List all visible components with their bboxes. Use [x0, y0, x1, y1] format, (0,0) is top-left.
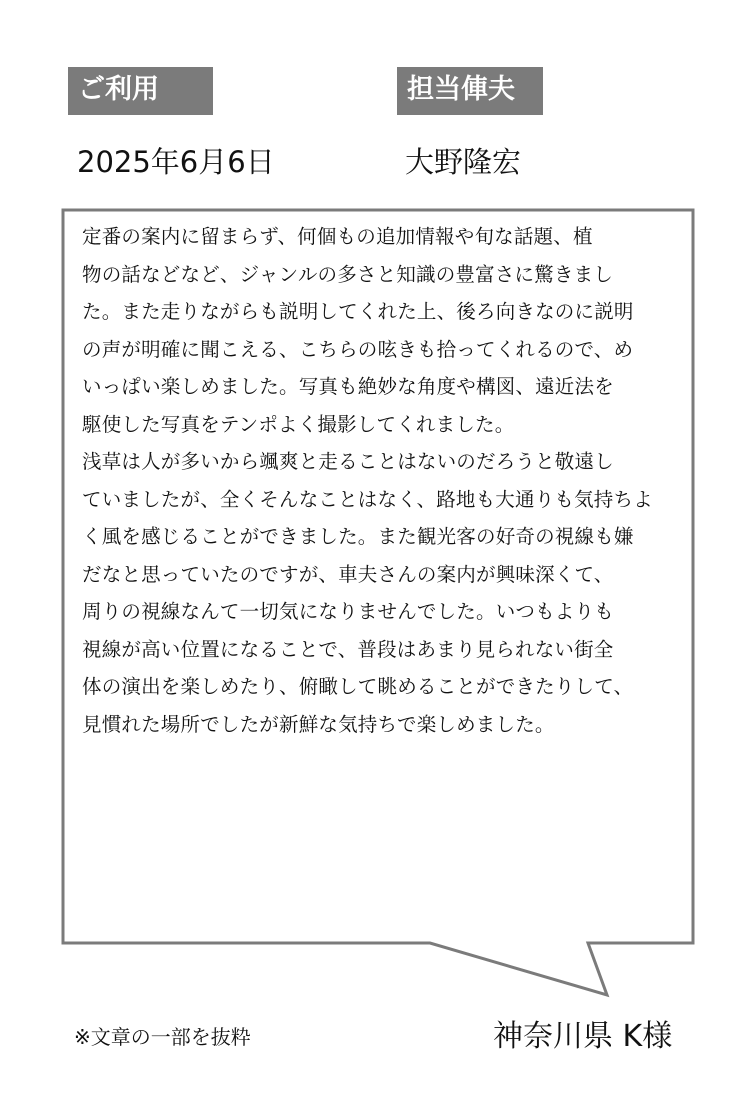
review-line: 視線が高い位置になることで、普段はあまり見られない街全 [82, 637, 614, 661]
excerpt-note: ※文章の一部を抜粋 [74, 1025, 251, 1049]
review-text [82, 218, 682, 743]
review-line: 周りの視線なんて一切気になりませんでした。いつもよりも [82, 600, 614, 623]
review-line: く風を感じることができました。また観光客の好奇の視線も嫌 [82, 525, 634, 548]
review-line: だなと思っていたのですが、車夫さんの案内が興味深くて、 [82, 562, 614, 586]
review-line: た。また走りながらも説明してくれた上、後ろ向きなのに説明 [82, 300, 634, 323]
review-line: 駆使した写真をテンポよく撮影してくれました。 [82, 412, 515, 436]
review-line: の声が明確に聞こえる、こちらの呟きも拾ってくれるので、め [82, 337, 634, 361]
driver-label-text: 担当俥夫 [407, 74, 515, 105]
review-line: いっぱい楽しめました。写真も絶妙な角度や構図、遠近法を [82, 375, 614, 398]
review-line: 体の演出を楽しめたり、俯瞰して眺めることができたりして、 [82, 675, 634, 698]
review-line: 物の話などなど、ジャンルの多さと知識の豊富さに驚きまし [82, 262, 614, 286]
customer-attribution: 神奈川県 K様 [493, 1019, 673, 1054]
review-line: 見慣れた場所でしたが新鮮な気持ちで楽しめました。 [82, 712, 555, 736]
usage-date-value: 2025年6月6日 [77, 145, 275, 179]
driver-label [397, 67, 543, 115]
driver-name-value: 大野隆宏 [405, 145, 522, 179]
review-line: ていましたが、全くそんなことはなく、路地も大通りも気持ちよ [82, 487, 653, 511]
usage-date-label-text: ご利用 [78, 74, 159, 105]
review-line: 浅草は人が多いから颯爽と走ることはないのだろうと敬遠し [82, 450, 614, 473]
review-line: 定番の案内に留まらず、何個もの追加情報や旬な話題、植 [82, 225, 593, 248]
usage-date-label [68, 67, 213, 115]
